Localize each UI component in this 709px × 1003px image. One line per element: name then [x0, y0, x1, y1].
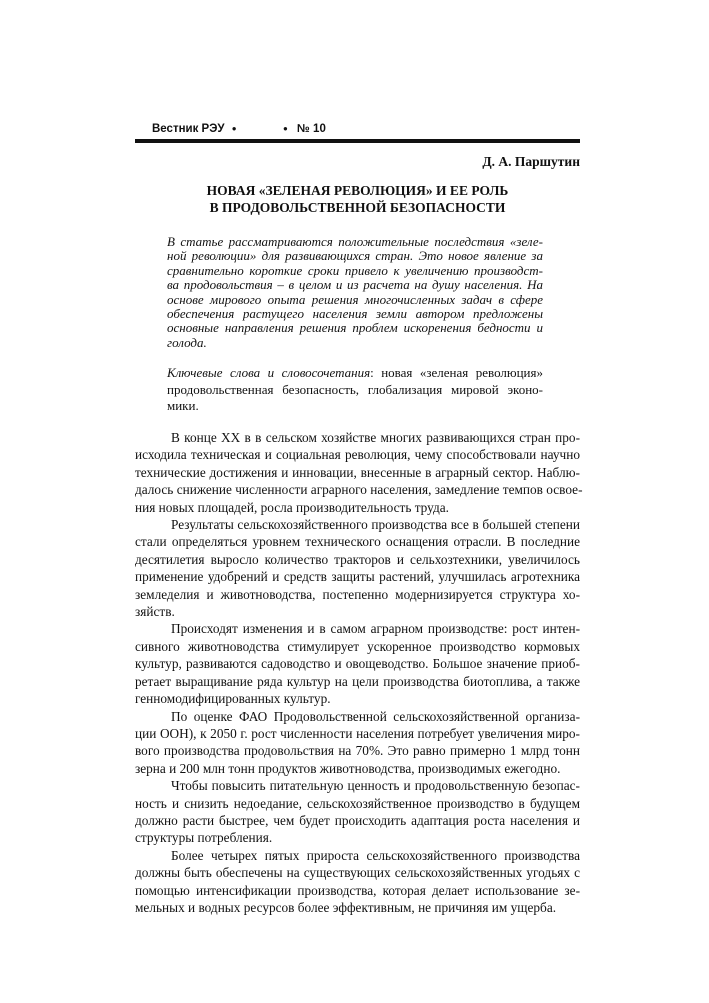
paragraph-line: технические достижения и инновации, внесенные в аграрный сектор. Наблю- [135, 464, 580, 480]
title-line: НОВАЯ «ЗЕЛЕНАЯ РЕВОЛЮЦИЯ» И ЕЕ РОЛЬ [206, 183, 509, 198]
journal-name: Вестник РЭУ [152, 123, 225, 135]
paragraph-line: По оценке ФАО Продовольственной сельскохозяйственной организа- [171, 708, 580, 724]
running-header-journal [152, 123, 237, 135]
paragraph-line: Чтобы повысить питательную ценность и продовольственную безопас- [171, 778, 580, 794]
header-rule [135, 139, 580, 143]
title-line: В ПРОДОВОЛЬСТВЕННОЙ БЕЗОПАСНОСТИ [209, 200, 506, 215]
paragraph-line: ния новых площадей, росла производительность труда. [135, 499, 449, 515]
paragraph-line: культур, развиваются садоводство и овощеводство. Большое значение приоб- [135, 656, 580, 672]
keywords-text: мики. [167, 398, 199, 413]
paragraph-line: земледелия и животноводства, постепенно модернизируется структура хо- [135, 586, 580, 602]
keywords-text: продовольственная безопасность, глобализация мировой эконо- [167, 381, 543, 397]
keywords-label: Ключевые слова и словосочетания [167, 365, 371, 380]
abstract-line: основе мирового опыта решения многочисленных задач в сфере [167, 291, 543, 307]
paragraph-line: Происходят изменения и в самом аграрном производстве: рост интен- [171, 621, 580, 637]
keywords [167, 365, 543, 415]
paragraph-line: десятилетия выросло количество тракторов и сельхозтехники, увеличилось [135, 551, 580, 567]
paragraph-line: зерна и 200 млн тонн продуктов животноводства, производимых ежегодно. [135, 760, 561, 776]
paragraph-line: далось снижение численности аграрного населения, замедление темпов освое- [135, 482, 583, 498]
paragraph [135, 516, 580, 620]
paragraph-line: Более четырех пятых прироста сельскохозяйственного производства [171, 847, 580, 863]
paragraph-line: структуры потребления. [135, 830, 273, 846]
paragraph-line: помощью интенсификации производства, которая делает использование зе- [135, 882, 580, 898]
paragraph-line: ретает выращивание ряда культур на цели производства биотоплива, а также [135, 673, 580, 689]
paragraph-line: должны быть обеспечены на существующих сельскохозяйственных угодьях с [135, 865, 580, 881]
paragraph-line: применение удобрений и средств защиты растений, улучшилась агротехника [135, 569, 580, 585]
article-body [135, 429, 583, 916]
abstract-line: голода. [167, 334, 207, 350]
abstract-line: сравнительно короткие сроки привело к увеличению производст- [167, 262, 543, 278]
abstract-line: ной революции» для развивающихся стран. Это новое явление за [167, 248, 543, 264]
paragraph-line: стали определяться уровнем технического оснащения отрасли. В последние [135, 534, 580, 550]
paragraph [135, 777, 580, 847]
paragraph-line: вого производства продовольствия на 70%. Это равно примерно 1 млрд тонн [135, 743, 580, 759]
issue-number: № 10 [297, 123, 326, 135]
paragraph-line: должно расти быстрее, чем будет происходить адаптация роста населения и [135, 812, 580, 828]
abstract-line: основные направления решения проблем искоренения бедности и [167, 320, 543, 336]
paragraph-line: Результаты сельскохозяйственного производства все в большей степени [171, 517, 580, 533]
running-header-issue [283, 123, 326, 135]
paragraph [135, 708, 580, 778]
paragraph-line: ции ООН), к 2050 г. рост численности населения потребует увеличения миро- [135, 725, 580, 741]
paragraph-line: зяйств. [135, 604, 175, 620]
author: Д. А. Паршутин [482, 154, 580, 169]
paragraph [135, 429, 583, 516]
abstract-line: ва продовольствия – в целом и из расчета на душу населения. На [167, 277, 543, 293]
abstract-line: обеспечения растущего населения земли автором предложены [167, 306, 543, 322]
paragraph [135, 620, 580, 707]
paragraph-line: генномодифицированных культур. [135, 691, 331, 707]
bullet-icon: ● [231, 124, 237, 133]
paragraph-line: мельных и водных ресурсов более эффективным, не причиняя им ущерба. [135, 899, 557, 915]
abstract [167, 235, 543, 350]
abstract-line: В статье рассматриваются положительные последствия «зеле- [167, 234, 543, 249]
keywords-text: : новая «зеленая революция» [370, 365, 543, 380]
paragraph-line: ность и снизить недоедание, сельскохозяйственное производство в будущем [135, 795, 580, 811]
bullet-icon: ● [283, 124, 288, 133]
paragraph-line: сивного животноводства стимулирует ускоренное производство кормовых [135, 638, 580, 654]
paragraph-line: исходила техническая и социальная революция, чему способствовали научно [135, 447, 580, 463]
article-title [135, 182, 580, 216]
paragraph-line: В конце XX в в сельском хозяйстве многих развивающихся стран про- [171, 430, 580, 445]
paragraph [135, 847, 580, 917]
